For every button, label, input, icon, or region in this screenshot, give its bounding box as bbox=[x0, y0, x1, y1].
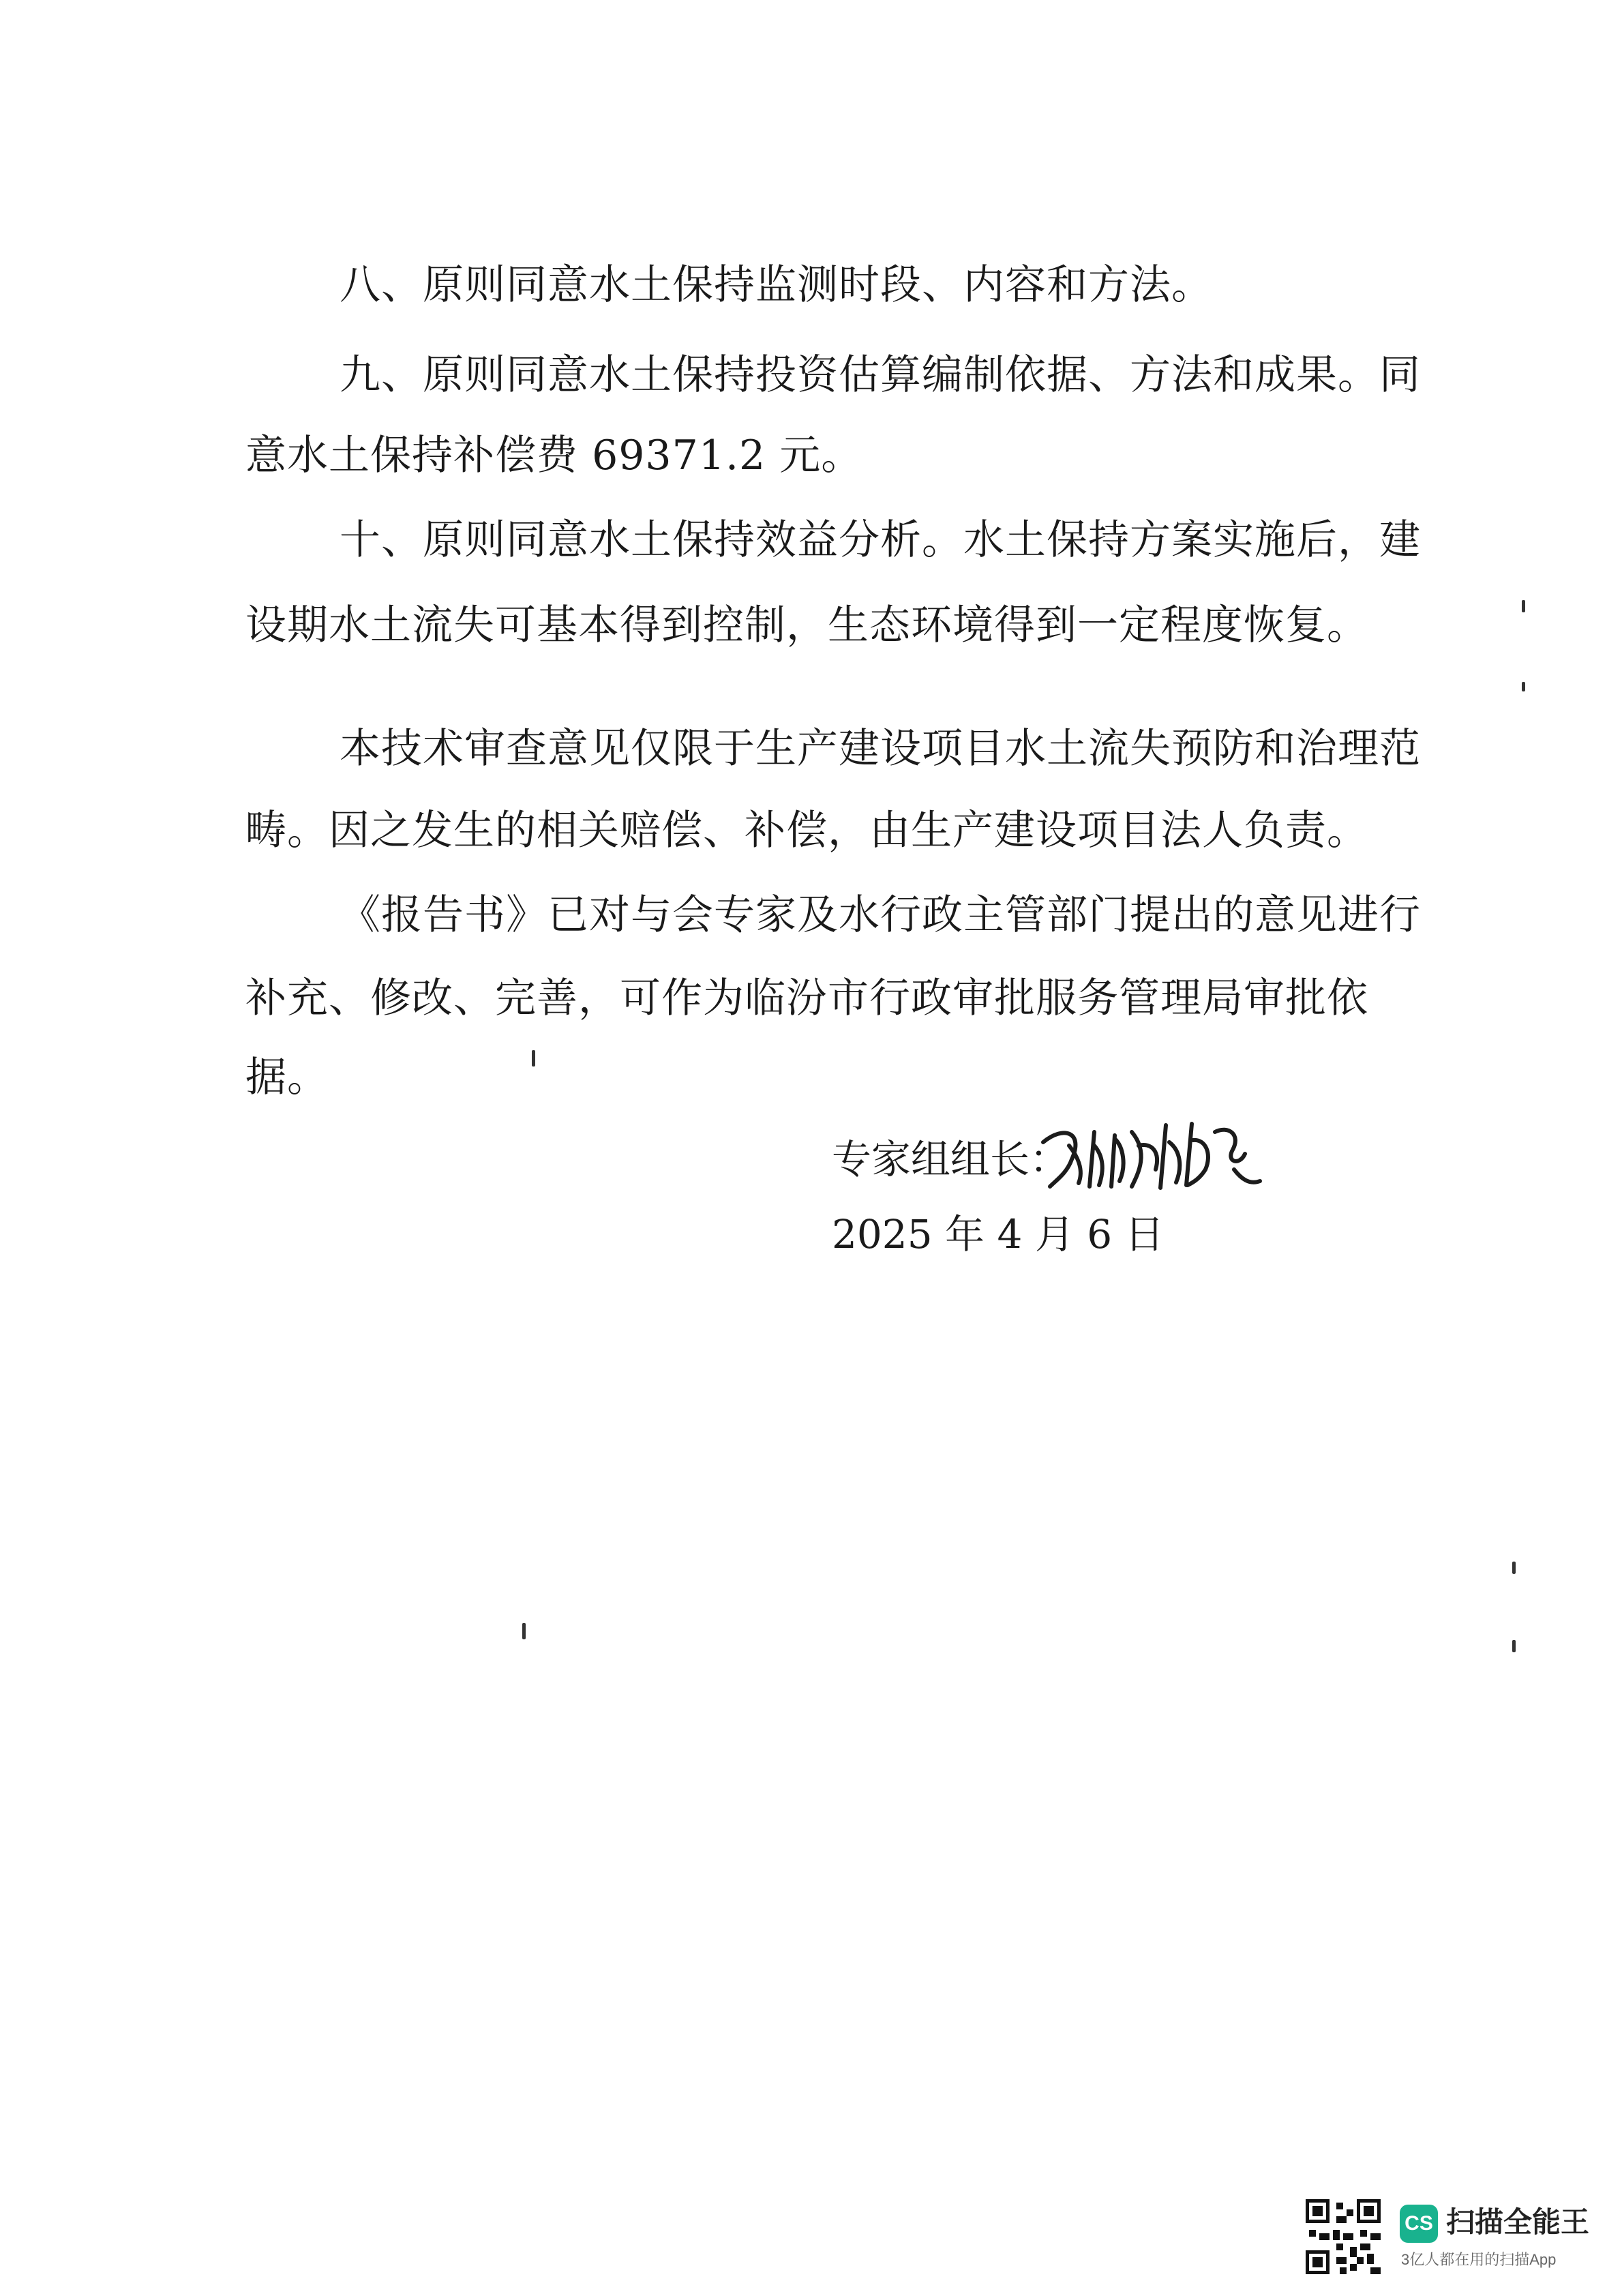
scan-speck bbox=[532, 1050, 535, 1067]
report-line-2: 补充、修改、完善，可作为临汾市行政审批服务管理局审批依 bbox=[245, 974, 1368, 1022]
report-line-3: 据。 bbox=[245, 1054, 329, 1101]
scanner-app-name: 扫描全能王 bbox=[1446, 2206, 1590, 2238]
paragraph-10-line-2: 设期水土流失可基本得到控制，生态环境得到一定程度恢复。 bbox=[245, 601, 1368, 649]
qr-code-icon bbox=[1306, 2199, 1381, 2274]
scan-speck bbox=[1512, 1640, 1516, 1652]
scan-speck bbox=[1522, 600, 1525, 612]
paragraph-9-line-2: 意水土保持补偿费 69371.2 元。 bbox=[245, 432, 863, 479]
scan-speck bbox=[522, 1623, 526, 1639]
scan-speck bbox=[1522, 682, 1525, 691]
report-line-1: 《报告书》已对与会专家及水行政主管部门提出的意见进行 bbox=[340, 891, 1421, 939]
scan-speck bbox=[1512, 1562, 1516, 1574]
expert-leader-label: 专家组组长： bbox=[832, 1136, 1070, 1182]
scanner-tagline: 3亿人都在用的扫描App bbox=[1401, 2251, 1557, 2268]
paragraph-9-line-1: 九、原则同意水土保持投资估算编制依据、方法和成果。同 bbox=[340, 351, 1421, 399]
handwritten-signature bbox=[1036, 1105, 1282, 1200]
scanner-watermark bbox=[1306, 2199, 1592, 2281]
paragraph-8-line-1: 八、原则同意水土保持监测时段、内容和方法。 bbox=[340, 261, 1213, 309]
camscanner-logo-icon: CS bbox=[1400, 2205, 1438, 2243]
disclaimer-line-2: 畴。因之发生的相关赔偿、补偿，由生产建设项目法人负责。 bbox=[245, 807, 1368, 854]
disclaimer-line-1: 本技术审查意见仅限于生产建设项目水土流失预防和治理范 bbox=[340, 725, 1421, 773]
signature-date: 2025 年 4 月 6 日 bbox=[832, 1211, 1165, 1257]
paragraph-10-line-1: 十、原则同意水土保持效益分析。水土保持方案实施后，建 bbox=[340, 516, 1421, 564]
